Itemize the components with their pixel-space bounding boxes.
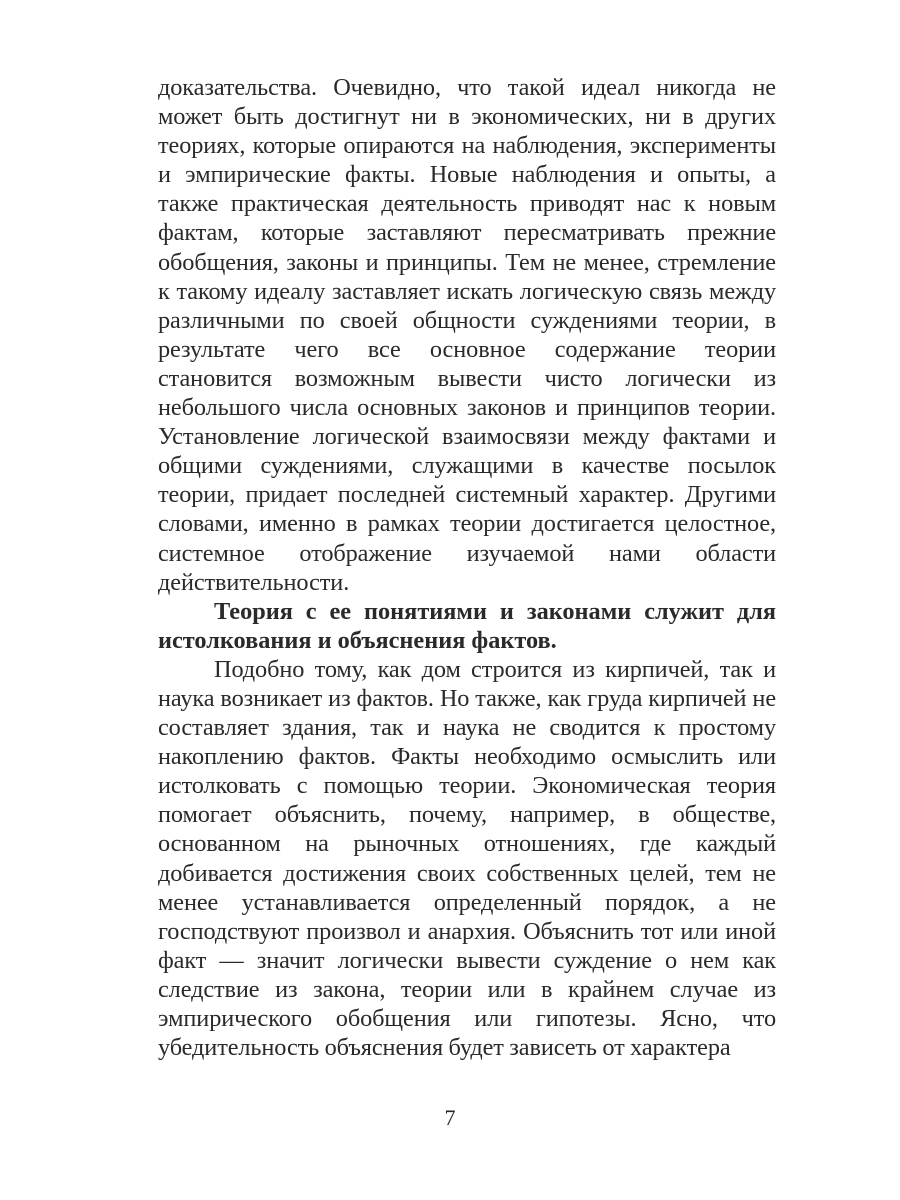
section-heading: Теория с ее понятиями и законами служит для истолкования и объяснения фактов. xyxy=(158,597,776,654)
paragraph-continuation: доказательства. Очевидно, что такой идеал никогда не может быть достигнут ни в экономических, ни в других теориях, которые опираются на наблюдения, эксперименты и эмпирические факты. Новые наблюдения и опыты, а также практическая деятельность приводят нас к новым фактам, которые заставляют пересматривать прежние обобщения, законы и принципы. Тем не менее, стремление к такому идеалу заставляет искать логическую связь между различными по своей общности суждениями теории, в результате чего все основное содержание теории становится возможным вывести чисто логически из небольшого числа основных законов и принципов теории. Установление логической взаимосвязи между фактами и общими суждениями, служащими в качестве посылок теории, придает последней системный характер. Другими словами, именно в рамках теории достигается целостное, системное отображение изучаемой нами области действительности. xyxy=(158,74,776,596)
body-text xyxy=(158,73,776,1062)
paragraph-bricks: Подобно тому, как дом строится из кирпичей, так и наука возникает из фактов. Но также, как груда кирпичей не составляет здания, так и наука не сводится к простому накоплению фактов. Факты необходимо осмыслить или истолковать с помощью теории. Экономическая теория помогает объяснить, почему, например, в обществе, основанном на рыночных отношениях, где каждый добивается достижения своих собственных целей, тем не менее устанавливается определенный порядок, а не господствуют произвол и анархия. Объяснить тот или иной факт — значит логически вывести суждение о нем как следствие из закона, теории или в крайнем случае из эмпирического обобщения или гипотезы. Ясно, что убедительность объяснения будет зависеть от характера xyxy=(158,655,776,1062)
page-number: 7 xyxy=(444,1105,456,1130)
